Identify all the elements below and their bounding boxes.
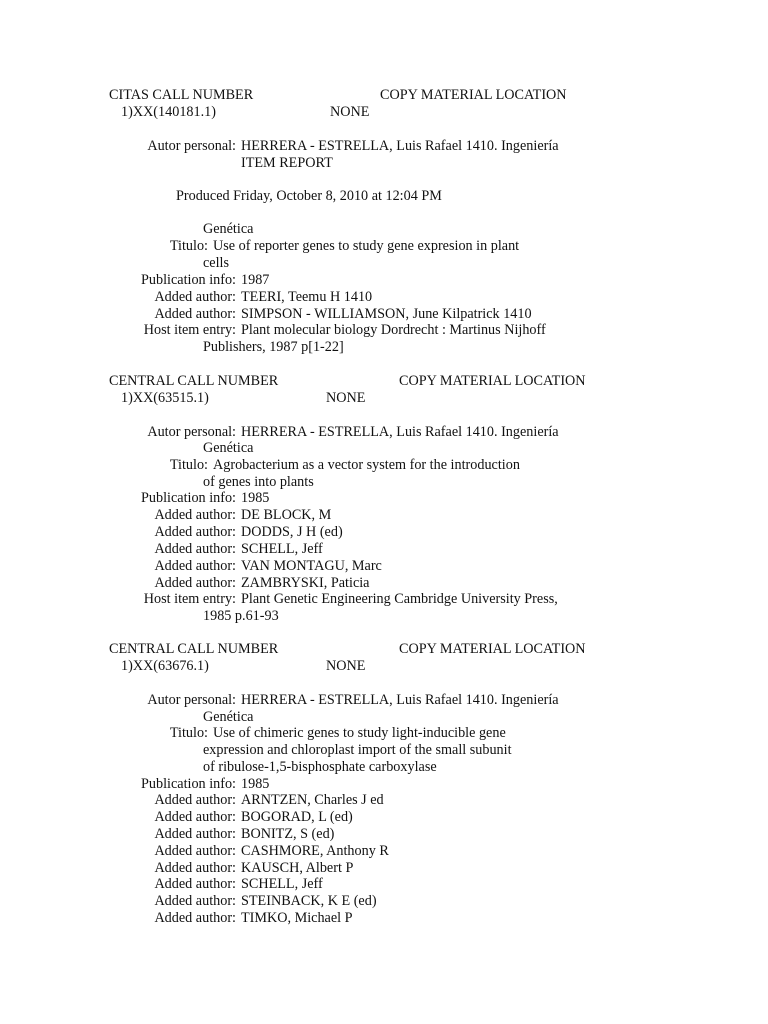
host-item-line: Plant Genetic Engineering Cambridge University Press, — [241, 591, 558, 607]
copy-columns-header: COPY MATERIAL LOCATION — [399, 641, 586, 657]
report-produced: Produced Friday, October 8, 2010 at 12:04 PM — [176, 188, 442, 204]
host-item-line: 1985 p.61-93 — [203, 608, 279, 624]
material-value: NONE — [330, 104, 370, 120]
added-author-value: TEERI, Teemu H 1410 — [241, 289, 373, 305]
publication-label: Publication info: — [141, 490, 236, 506]
titulo-line: expression and chloroplast import of the small subunit — [203, 742, 512, 758]
host-item-line: Publishers, 1987 p[1-22] — [203, 339, 344, 355]
publication-label: Publication info: — [141, 272, 236, 288]
autor-continued: Genética — [203, 440, 254, 456]
added-author-value: ARNTZEN, Charles J ed — [241, 792, 384, 808]
host-item-label: Host item entry: — [143, 591, 236, 607]
added-author-value: ZAMBRYSKI, Paticia — [241, 575, 370, 591]
call-number-header: CENTRAL CALL NUMBER — [109, 641, 279, 657]
titulo-line: cells — [203, 255, 229, 271]
added-author-value: VAN MONTAGU, Marc — [241, 558, 382, 574]
autor-value: HERRERA - ESTRELLA, Luis Rafael 1410. Ingeniería — [241, 138, 559, 154]
added-author-value: CASHMORE, Anthony R — [241, 843, 389, 859]
added-author-label: Added author: — [154, 809, 236, 825]
added-author-value: SCHELL, Jeff — [241, 876, 323, 892]
added-author-label: Added author: — [154, 575, 236, 591]
added-author-value: SIMPSON - WILLIAMSON, June Kilpatrick 1410 — [241, 306, 532, 322]
titulo-label: Titulo: — [169, 238, 208, 254]
titulo-label: Titulo: — [169, 725, 208, 741]
copy-columns-header: COPY MATERIAL LOCATION — [380, 87, 567, 103]
added-author-value: STEINBACK, K E (ed) — [241, 893, 377, 909]
autor-value: HERRERA - ESTRELLA, Luis Rafael 1410. Ingeniería — [241, 692, 559, 708]
added-author-label: Added author: — [154, 524, 236, 540]
call-number-header: CITAS CALL NUMBER — [109, 87, 254, 103]
added-author-label: Added author: — [154, 893, 236, 909]
titulo-line: Use of reporter genes to study gene expresion in plant — [213, 238, 520, 254]
added-author-value: BOGORAD, L (ed) — [241, 809, 353, 825]
added-author-label: Added author: — [154, 558, 236, 574]
autor-label: Autor personal: — [147, 424, 236, 440]
publication-value: 1985 — [241, 776, 270, 792]
copy-number: 1)XX(63515.1) — [121, 390, 209, 406]
added-author-label: Added author: — [154, 910, 236, 926]
copy-number: 1)XX(140181.1) — [121, 104, 216, 120]
call-number-header: CENTRAL CALL NUMBER — [109, 373, 279, 389]
copy-columns-header: COPY MATERIAL LOCATION — [399, 373, 586, 389]
autor-value: HERRERA - ESTRELLA, Luis Rafael 1410. Ingeniería — [241, 424, 559, 440]
added-author-label: Added author: — [154, 860, 236, 876]
added-author-label: Added author: — [154, 826, 236, 842]
host-item-line: Plant molecular biology Dordrecht : Martinus Nijhoff — [241, 322, 546, 338]
publication-label: Publication info: — [141, 776, 236, 792]
titulo-line: of ribulose-1,5-bisphosphate carboxylase — [203, 759, 437, 775]
publication-value: 1985 — [241, 490, 270, 506]
added-author-label: Added author: — [154, 306, 236, 322]
added-author-label: Added author: — [154, 541, 236, 557]
report-title: ITEM REPORT — [241, 155, 333, 171]
added-author-label: Added author: — [154, 792, 236, 808]
added-author-value: TIMKO, Michael P — [241, 910, 353, 926]
autor-continued: Genética — [203, 709, 254, 725]
material-value: NONE — [326, 390, 366, 406]
copy-number: 1)XX(63676.1) — [121, 658, 209, 674]
publication-value: 1987 — [241, 272, 270, 288]
autor-continued: Genética — [203, 221, 254, 237]
titulo-label: Titulo: — [169, 457, 208, 473]
added-author-value: DE BLOCK, M — [241, 507, 332, 523]
material-value: NONE — [326, 658, 366, 674]
host-item-label: Host item entry: — [143, 322, 236, 338]
added-author-label: Added author: — [154, 843, 236, 859]
added-author-value: SCHELL, Jeff — [241, 541, 323, 557]
autor-label: Autor personal: — [147, 692, 236, 708]
added-author-value: DODDS, J H (ed) — [241, 524, 343, 540]
autor-label: Autor personal: — [147, 138, 236, 154]
added-author-value: BONITZ, S (ed) — [241, 826, 335, 842]
added-author-label: Added author: — [154, 507, 236, 523]
titulo-line: Use of chimeric genes to study light-inducible gene — [213, 725, 506, 741]
titulo-line: Agrobacterium as a vector system for the introduction — [213, 457, 520, 473]
titulo-line: of genes into plants — [203, 474, 314, 490]
added-author-value: KAUSCH, Albert P — [241, 860, 354, 876]
added-author-label: Added author: — [154, 289, 236, 305]
added-author-label: Added author: — [154, 876, 236, 892]
